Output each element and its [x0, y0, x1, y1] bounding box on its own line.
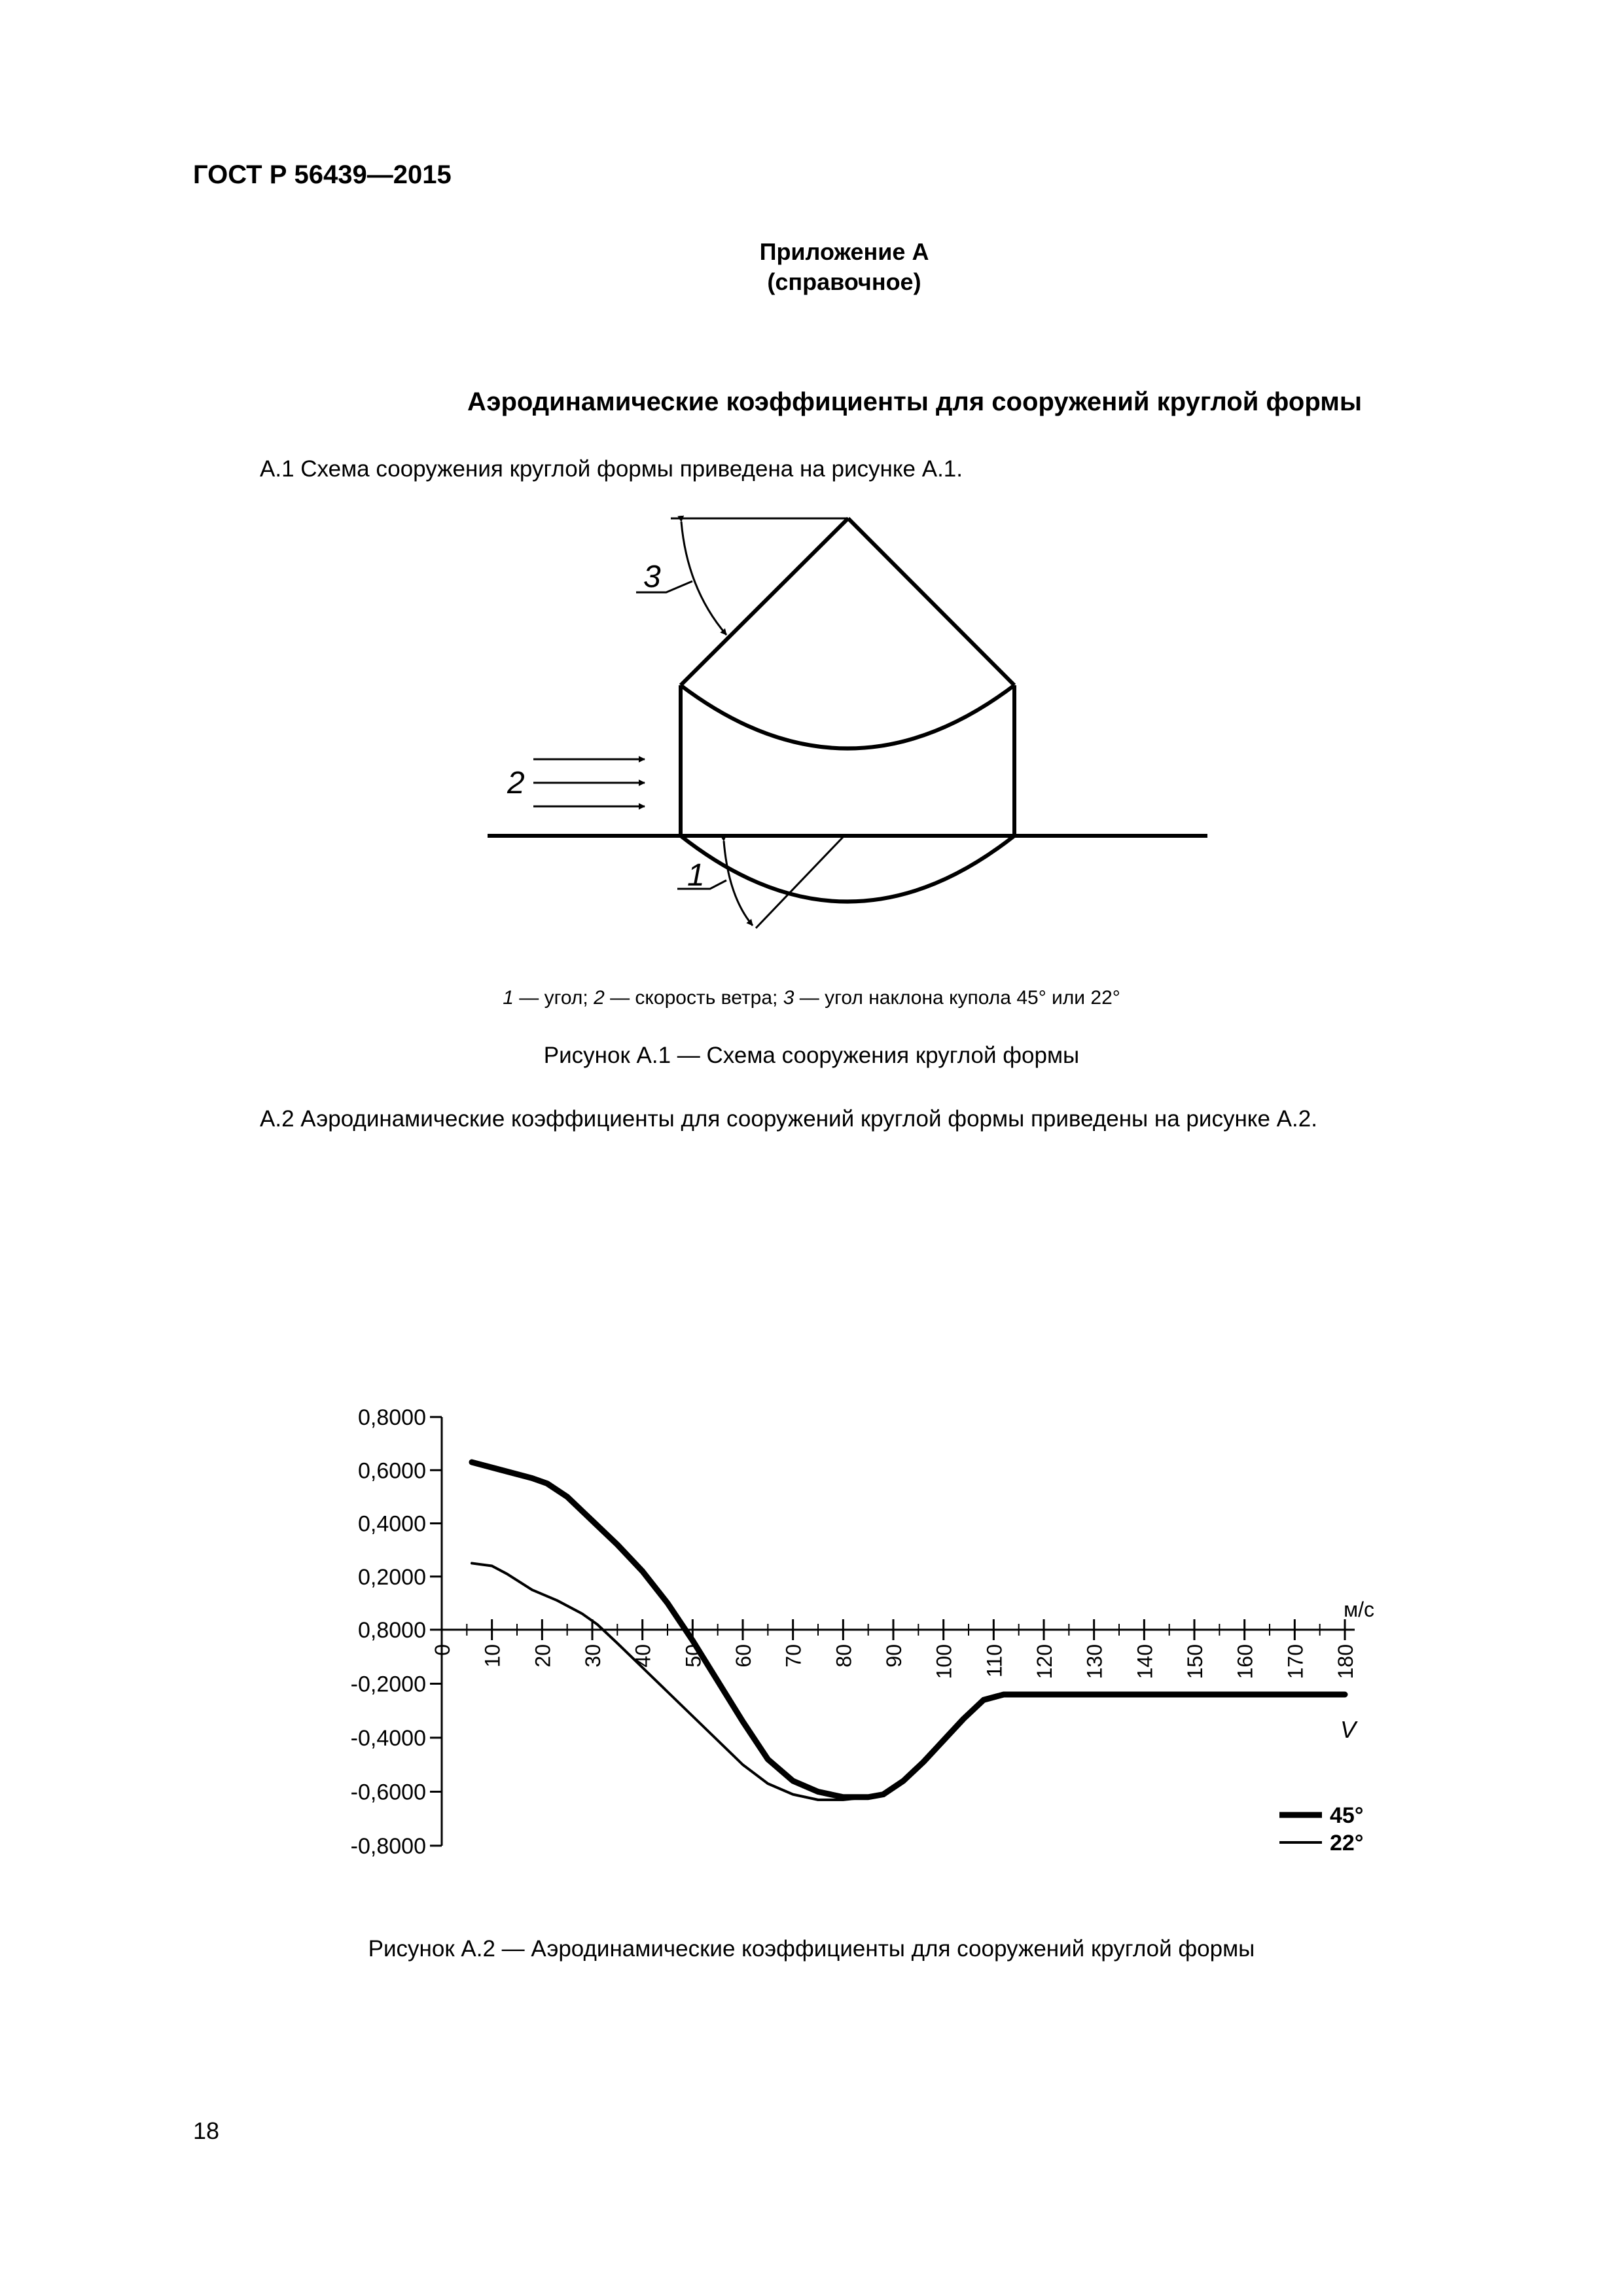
figure-a2-chart [327, 1381, 1400, 1878]
dome-right [848, 518, 1014, 685]
figure-a1-legend [0, 987, 1623, 1009]
legend-text-1: — угол; [513, 987, 594, 1009]
y-tick-label: 0,4000 [358, 1511, 426, 1537]
x-tick-label: 80 [832, 1644, 856, 1668]
angle-radius-line [756, 836, 844, 928]
y-tick-label: 0,8000 [358, 1618, 426, 1643]
legend-num-1: 1 [503, 987, 514, 1009]
y-tick-label: -0,2000 [350, 1672, 426, 1697]
x-tick-label: 20 [531, 1644, 555, 1668]
x-tick-label: 0 [431, 1644, 454, 1656]
x-unit-label: м/с [1344, 1598, 1374, 1621]
x-tick-label: 110 [982, 1644, 1007, 1678]
x-tick-label: 50 [681, 1644, 705, 1668]
x-tick-label: 170 [1283, 1644, 1308, 1679]
figure-a1-caption: Рисунок А.1 — Схема сооружения круглой формы [543, 1043, 1080, 1068]
legend-label-1: 45° [1330, 1803, 1364, 1828]
page-number: 18 [193, 2117, 220, 2144]
y-tick-label: -0,4000 [350, 1726, 426, 1751]
label-2: 2 [507, 766, 525, 800]
x-tick-label: 40 [631, 1644, 655, 1668]
x-tick-label: 90 [882, 1644, 906, 1668]
x-tick-label: 30 [581, 1644, 605, 1668]
dome-base-arc [681, 685, 1014, 749]
x-tick-label: 60 [732, 1644, 755, 1668]
legend-label-2: 22° [1330, 1831, 1364, 1856]
legend-text-3: — угол наклона купола 45° или 22° [794, 987, 1120, 1009]
x-tick-label: 140 [1133, 1644, 1157, 1679]
x-axis-label: V [1340, 1716, 1357, 1743]
y-tick-label: 0,8000 [358, 1405, 426, 1430]
angle-3-arc [681, 522, 726, 635]
plan-circle-arc [681, 836, 1014, 902]
x-tick-label: 130 [1082, 1644, 1107, 1679]
appendix-title: Приложение А [759, 238, 929, 265]
x-tick-label: 160 [1233, 1644, 1257, 1679]
legend-num-2: 2 [594, 987, 605, 1009]
series-line-2 [472, 1563, 883, 1799]
x-tick-label: 150 [1183, 1644, 1207, 1679]
dome-left [681, 518, 848, 685]
section-title: Аэродинамические коэффициенты для сооружений круглой формы [467, 387, 1362, 416]
figure-a1-diagram [458, 497, 1243, 956]
legend-num-3: 3 [783, 987, 794, 1009]
x-tick-label: 180 [1334, 1644, 1357, 1679]
legend-text-2: — скорость ветра; [604, 987, 783, 1009]
document-header: ГОСТ Р 56439—2015 [193, 160, 452, 189]
x-tick-label: 70 [781, 1644, 806, 1668]
paragraph-a1: А.1 Схема сооружения круглой формы приведена на рисунке А.1. [260, 456, 963, 482]
appendix-status: (справочное) [767, 268, 921, 295]
x-tick-label: 10 [480, 1644, 505, 1668]
y-tick-label: 0,6000 [358, 1458, 426, 1484]
label-3: 3 [643, 560, 661, 594]
paragraph-a2: А.2 Аэродинамические коэффициенты для сооружений круглой формы приведены на рисунке А.2. [260, 1106, 1317, 1132]
x-tick-label: 100 [932, 1644, 956, 1679]
y-tick-label: -0,8000 [350, 1834, 426, 1859]
figure-a2-caption: Рисунок А.2 — Аэродинамические коэффициенты для сооружений круглой формы [368, 1936, 1255, 1962]
angle-1-arc [724, 841, 753, 925]
y-tick-label: -0,6000 [350, 1780, 426, 1805]
x-tick-label: 120 [1033, 1644, 1056, 1679]
y-tick-label: 0,2000 [358, 1564, 426, 1590]
label-1: 1 [687, 858, 705, 893]
